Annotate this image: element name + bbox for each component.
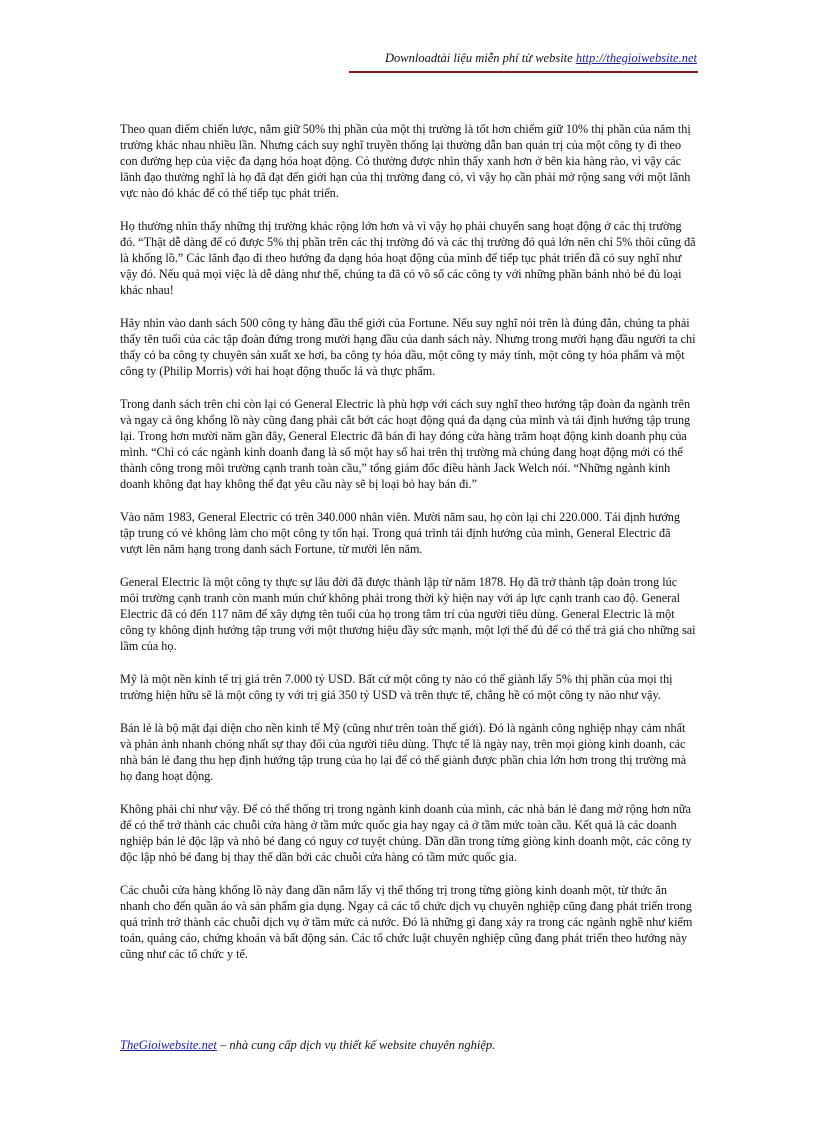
paragraph-6: General Electric là một công ty thực sự lâu đời đã được thành lập từ năm 1878. Họ đã trở thành tập đoàn trong lúc môi trường cạnh tranh còn manh mún chứ không phải trong thời kỳ hiện nay với áp lực cạnh tranh cao độ. General Electric đã có đến 117 năm để xây dựng tên tuổi của họ trong tâm trí của người tiêu dùng. General Electric là một công ty không định hướng tập trung với một thương hiệu đầy sức mạnh, một lợi thế đủ để có thể trả giá cho những sai lầm của họ. xyxy=(120,575,696,653)
paragraph-10: Các chuỗi cửa hàng khổng lồ này đang dần nắm lấy vị thế thống trị trong từng giòng kinh doanh một, từ thức ăn nhanh cho đến quần áo và sản phẩm gia dụng. Ngay cả các tổ chức dịch vụ chuyên nghiệp cũng đang phát triển trong quá trình trở thành các chuỗi dịch vụ ở tầm mức cả nước. Đó là những gì đang xảy ra trong các ngành nghề như kiểm toán, quảng cáo, chứng khoán và bất động sản. Các tổ chức luật chuyên nghiệp cũng đang phát triển theo hướng này cũng như các tổ chức y tế. xyxy=(120,883,693,961)
page-footer xyxy=(120,1038,495,1053)
header-divider xyxy=(349,71,698,73)
paragraph-8: Bán lẻ là bộ mặt đại diện cho nền kinh tế Mỹ (cũng như trên toàn thế giới). Đó là ngành công nghiệp nhạy cảm nhất và phản ảnh nhanh chóng nhất sự thay đổi của người tiêu dùng. Thực tế là ngày nay, trên mọi giòng kinh doanh, các nhà bán lẻ đang thu hẹp định hướng tập trung của họ lại để có thể giành được phần chia lớn hơn trong thị trường mà họ đang hoạt động. xyxy=(120,721,687,783)
footer-text: – nhà cung cấp dịch vụ thiết kế website chuyên nghiệp. xyxy=(216,1038,496,1052)
paragraph-1: Theo quan điểm chiến lược, nắm giữ 50% thị phần của một thị trường là tốt hơn chiếm giữ 10% thị phần của năm thị trường khác nhau nhiều lần. Nhưng cách suy nghĩ truyền thống lại thường dẫn ban quản trị của một công ty đi theo con đường hẹp của việc đa dạng hóa hoạt động. Cỏ thường được nhìn thấy xanh hơn ở bên kia hàng rào, vì vậy các lãnh đạo thường nghĩ là họ đã đạt đến giới hạn của thị trường đang có, vì vậy họ cần phải mở rộng sang với một lãnh vực nào đó khác để có thể tiếp tục phát triển. xyxy=(120,122,691,200)
header-text: Downloadtài liệu miễn phí từ website xyxy=(384,51,576,65)
paragraph-2: Họ thường nhìn thấy những thị trường khác rộng lớn hơn và vì vậy họ phải chuyển sang hoạt động ở các thị trường đó. “Thật dễ dàng để có được 5% thị phần trên các thị trường đó và các thị trường đó quá lớn nên chỉ 5% thôi cũng đã là khổng lồ.” Các lãnh đạo đi theo hướng đa dạng hóa hoạt động của mình để tiếp tục phát triển đã có suy nghĩ như vậy đó. Nếu quả mọi việc là dễ dàng như thế, chúng ta đã có vô số các công ty với những phần bánh nhỏ bé đủ loại khác nhau! xyxy=(120,219,696,297)
document-body xyxy=(120,121,696,979)
paragraph-5: Vào năm 1983, General Electric có trên 340.000 nhân viên. Mười năm sau, họ còn lại chỉ 220.000. Tái định hướng tập trung có vẻ không làm cho một công ty tổn hại. Trong quá trình tái định hướng của mình, General Electric đã vượt lên năm hạng trong danh sách Fortune, từ mười lên năm. xyxy=(120,510,680,556)
paragraph-3: Hãy nhìn vào danh sách 500 công ty hàng đầu thế giới của Fortune. Nếu suy nghĩ nói trên là đúng đắn, chúng ta phải thấy tên tuổi của các tập đoàn đứng trong mười hạng đầu của danh sách này. Nhưng trong mười hạng đầu người ta chỉ thấy có ba công ty chuyên sản xuất xe hơi, ba công ty hóa dầu, một công ty máy tính, một công ty hóa phẩm và một công ty (Philip Morris) với hai hoạt động thuốc lá và thực phẩm. xyxy=(120,316,696,378)
paragraph-4: Trong danh sách trên chỉ còn lại có General Electric là phù hợp với cách suy nghĩ theo hướng tập đoàn đa ngành trên và ngay cả ông khổng lồ này cũng đang phải cắt bớt các hoạt động quá đa dạng của mình và tái định hướng tập trung lại. Trong hơn mười năm gần đây, General Electric đã bán đi hay đóng cửa hàng trăm hoạt động kinh doanh phụ của mình. “Chỉ có các ngành kinh doanh đang là số một hay số hai trên thị trường mà chúng đang hoạt động mới có thể thành công trong môi trường cạnh tranh toàn cầu,” tổng giám đốc điều hành Jack Welch nói. “Những ngành kinh doanh không đạt hay không thể đạt yêu cầu này sẽ bị loại bỏ hay bán đi.” xyxy=(120,397,691,491)
paragraph-7: Mỹ là một nền kinh tế trị giá trên 7.000 tỷ USD. Bất cứ một công ty nào có thể giành lấy 5% thị phần của mọi thị trường hiện hữu sẽ là một công ty với trị giá 350 tỷ USD và trên thực tế, chẳng hề có một công ty nào như vậy. xyxy=(120,672,673,702)
page-header xyxy=(385,51,697,66)
footer-link[interactable]: TheGioiwebsite.net xyxy=(120,1038,217,1052)
header-link[interactable]: http://thegioiwebsite.net xyxy=(575,51,697,65)
paragraph-9: Không phải chỉ như vậy. Để có thể thống trị trong ngành kinh doanh của mình, các nhà bán lẻ đang mở rộng hơn nữa để có thể trở thành các chuỗi cửa hàng ở tầm mức quốc gia hay ngay cả ở tầm mức toàn cầu. Kết quả là các doanh nghiệp bán lẻ độc lập và nhỏ bé đang có nguy cơ tuyệt chủng. Dần dần trong từng giòng kinh doanh một, các công ty độc lập nhỏ bé đang bị thay thế dần bởi các chuỗi cửa hàng có tầm mức quốc gia. xyxy=(120,802,692,864)
